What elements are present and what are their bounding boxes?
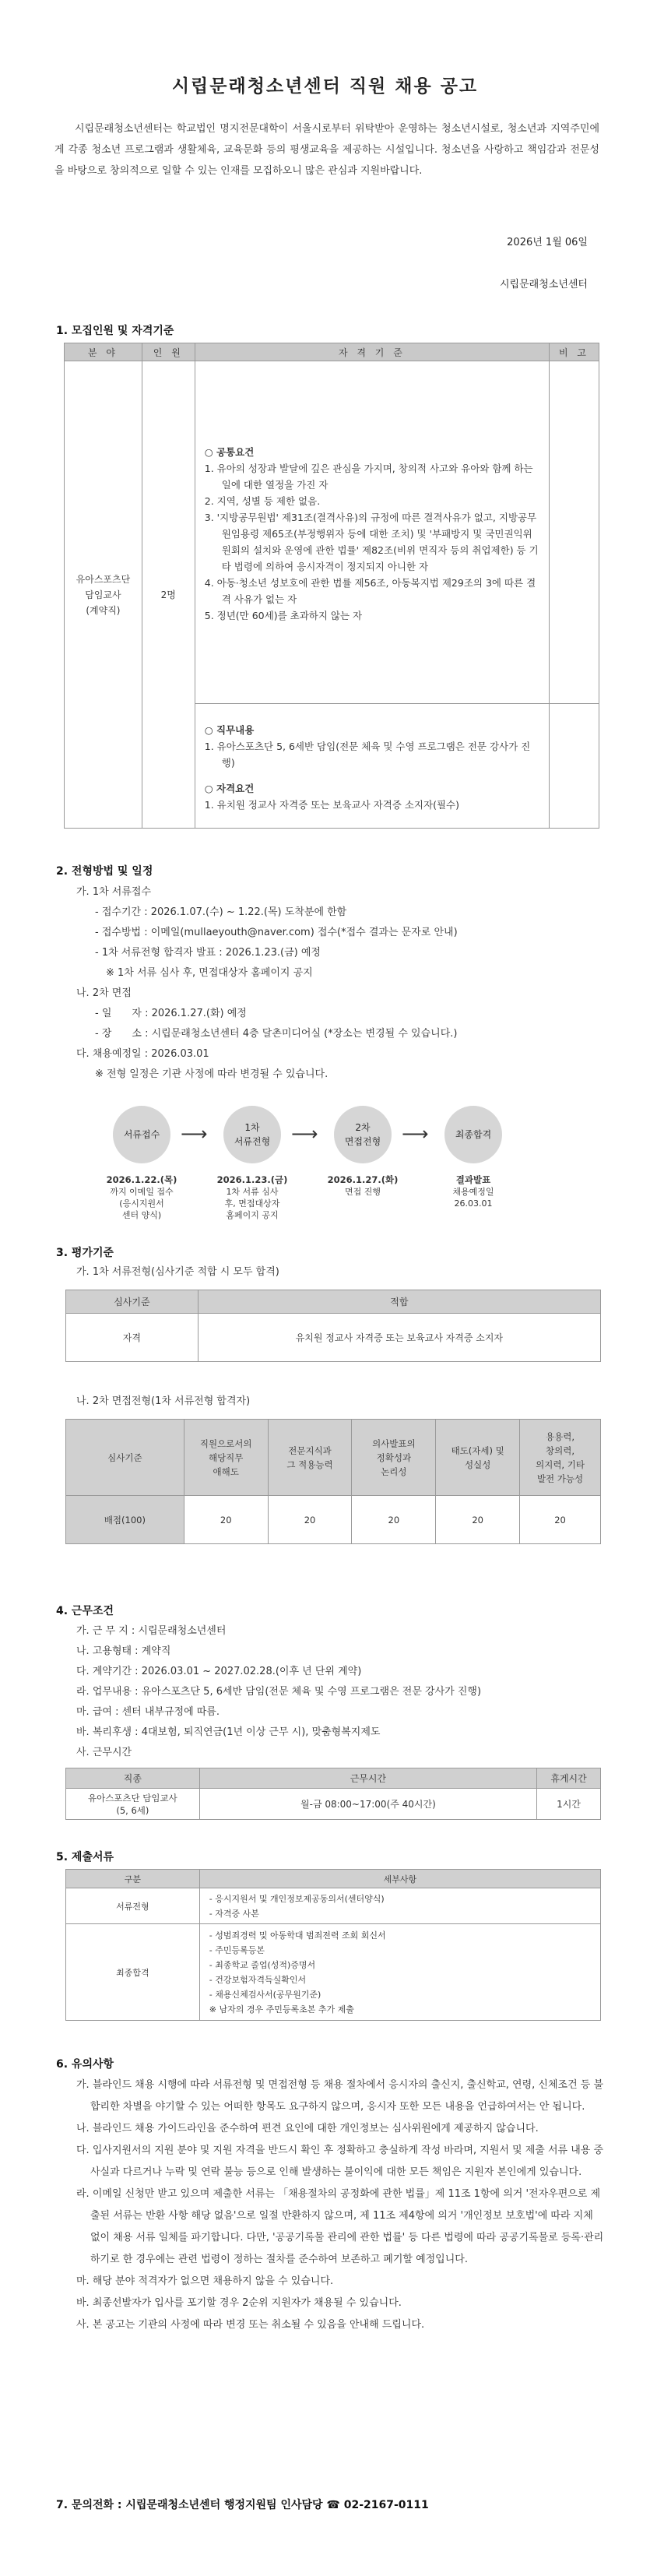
col-field: 분 야	[65, 343, 142, 361]
step-a: 가. 1차 서류접수	[76, 886, 152, 898]
duty-requirements: ○ 직무내용 1. 유아스포츠단 5, 6세반 담임(전문 체육 및 수영 프로그램은 전문 강사가 진행) ○ 자격요건 1. 유치원 정교사 자격증 또는 보육교사 자격증 소지자(필수)	[195, 704, 549, 829]
step-b2: - 장 소 : 시립문래청소년센터 4층 달촌미디어실 (*장소는 변경될 수 있습니다.)	[95, 1028, 458, 1040]
eval-table-1: 심사기준 적합 자격 유치원 정교사 자격증 또는 보육교사 자격증 소지자	[65, 1290, 601, 1362]
flow-step-1: 서류접수	[113, 1106, 170, 1163]
work-hours-table: 직종 근무시간 휴게시간 유아스포츠단 담임교사 (5, 6세) 월-금 08:00~17:00(주 40시간) 1시간	[65, 1768, 601, 1820]
flow-arrow-icon: ⟶	[291, 1123, 318, 1145]
eval-a: 가. 1차 서류전형(심사기준 적합 시 모두 합격)	[76, 1266, 279, 1278]
page-title: 시립문래청소년센터 직원 채용 공고	[171, 76, 479, 97]
intro-paragraph: 시립문래청소년센터는 학교법인 명지전문대학이 서울시로부터 위탁받아 운영하는 청소년시설로, 청소년과 지역주민에게 각종 청소년 프로그램과 생활체육, 교육문화 등의 평생교육을 제공하는 시설입니다. 청소년을 사랑하고 책임감과 전문성을 바탕으로 창의적으로 일할 수 있는 인재를 모집하오니 많은 관심과 지원바랍니다.	[54, 123, 599, 177]
col-remarks: 비 고	[550, 343, 599, 361]
step-a3: - 1차 서류전형 합격자 발표 : 2026.1.23.(금) 예정	[95, 947, 321, 959]
notice-date: 2026년 1월 06일	[507, 237, 588, 248]
flow-arrow-icon: ⟶	[181, 1123, 208, 1145]
documents-table: 구분 세부사항 서류전형 - 응시지원서 및 개인정보제공동의서(센터양식) - 자격증 사본 최종합격 - 성범죄경력 및 아동학대 범죄전력 조회 회신서 - 주민등록등본 - 최종학교 졸업(성적)증명서 - 건강보험자격득실확인서 - 채용신체검사서(공무원기준) ※ 남자의 경우 주민등록초본 추가 제출	[65, 1869, 601, 2021]
section-5-heading: 5. 제출서류	[56, 1851, 114, 1863]
eval-b: 나. 2차 면접전형(1차 서류전형 합격자)	[76, 1395, 251, 1407]
flow-step-2: 1차 서류전형	[223, 1106, 281, 1163]
step-b1: - 일 자 : 2026.1.27.(화) 예정	[95, 1008, 247, 1019]
step-a4: ※ 1차 서류 심사 후, 면접대상자 홈페이지 공지	[106, 967, 313, 979]
step-a2: - 접수방법 : 이메일(mullaeyouth@naver.com) 접수(*접수 결과는 문자로 안내)	[95, 927, 458, 938]
count-cell: 2명	[142, 361, 195, 829]
notice-org: 시립문래청소년센터	[499, 279, 588, 290]
flow-step-3: 2차 면접전형	[334, 1106, 392, 1163]
step-c: 다. 채용예정일 : 2026.03.01	[76, 1048, 209, 1060]
section-4-heading: 4. 근무조건	[56, 1605, 114, 1617]
flow-arrow-icon: ⟶	[402, 1123, 429, 1145]
contact-line: 7. 문의전화 : 시립문래청소년센터 행정지원팀 인사담당 ☎ 02-2167-0111	[56, 2499, 429, 2511]
flow-label-1: 2026.1.22.(목) 까지 이메일 접수 (응시지원서 센터 양식)	[106, 1174, 177, 1220]
section-3-heading: 3. 평가기준	[56, 1247, 114, 1259]
step-a1: - 접수기간 : 2026.1.07.(수) ~ 1.22.(목) 도착분에 한함	[95, 906, 347, 918]
step-c1: ※ 전형 일정은 기관 사정에 따라 변경될 수 있습니다.	[95, 1068, 329, 1080]
col-criteria: 자 격 기 준	[195, 343, 549, 361]
common-requirements: ○ 공통요건 1. 유아의 성장과 발달에 깊은 관심을 가지며, 창의적 사고와 유아와 함께 하는 일에 대한 열정을 가진 자 2. 지역, 성별 등 제한 없음. 3. '지방공무원법' 제31조(결격사유)의 규정에 따른 결격사유가 없고, 지방공무원임용령 제65조(부정행위자 등에 대한 조치) 및 '부패방지 및 국민권익위원회의 설치와 운영에 관한 법률' 제82조(비위 면직자 등의 취업제한) 등 기타 법령에 의하여 응시자격이 정지되지 아니한 자 4. 아동·청소년 성보호에 관한 법률 제56조, 아동복지법 제29조의 3에 따른 결격 사유가 없는 자 5. 정년(만 60세)를 초과하지 않는 자	[195, 361, 549, 704]
remarks-cell-2	[550, 704, 599, 829]
section-1-heading: 1. 모집인원 및 자격기준	[56, 325, 174, 337]
flow-label-4: 결과발표 채용예정일 26.03.01	[452, 1174, 494, 1209]
flow-label-2: 2026.1.23.(금) 1차 서류 심사 후, 면접대상자 홈페이지 공지	[216, 1174, 288, 1220]
section-2-heading: 2. 전형방법 및 일정	[56, 865, 153, 878]
notes-list: 가. 블라인드 채용 시행에 따라 서류전형 및 면접전형 등 채용 절차에서 응시자의 출신지, 출신학교, 연령, 신체조건 등 불합리한 차별을 야기할 수 있는 어떠한 항목도 요구하지 않으며, 응시자 또한 모든 내용을 언급하여서는 안 됩니다. 나. 블라인드 채용 가이드라인을 준수하여 편견 요인에 대한 개인정보는 심사위원에게 제공하지 않습니다. 다. 입사지원서의 지원 분야 및 지원 자격을 반드시 확인 후 정확하고 충실하게 작성 바라며, 지원서 및 제출 서류 내용 중 사실과 다르거나 누락 및 연락 불능 등으로 인해 발생하는 불이익에 대한 모든 책임은 지원자 본인에게 있습니다. 라. 이메일 신청만 받고 있으며 제출한 서류는 「채용절차의 공정화에 관한 법률」제 11조 1항에 의거 '전자우편으로 제출된 서류는 반환 사항 해당 없음'으로 일절 반환하지 않으며, 제 11조 제4항에 의거 '개인정보 보호법'에 따라 지체 없이 채용 서류 일체를 파기합니다. 다만, '공공기록물 관리에 관한 법률' 등 다른 법령에 따라 공공기록물로 등록·관리하기로 한 경우에는 관련 법령이 정하는 절차를 준수하여 보존하고 폐기할 예정입니다. 마. 해당 분야 적격자가 없으면 채용하지 않을 수 있습니다. 바. 최종선발자가 입사를 포기할 경우 2순위 지원자가 채용될 수 있습니다. 사. 본 공고는 기관의 사정에 따라 변경 또는 취소될 수 있음을 안내해 드립니다.	[76, 2079, 604, 2331]
work-conditions: 가. 근 무 지 : 시립문래청소년센터 나. 고용형태 : 계약직 다. 계약기간 : 2026.03.01 ~ 2027.02.28.(이후 년 단위 계약) 라. 업무내용 : 유아스포츠단 5, 6세반 담임(전문 체육 및 수영 프로그램은 전문 강사가 진행) 마. 급여 : 센터 내부규정에 따름. 바. 복리후생 : 4대보험, 퇴직연금(1년 이상 근무 시), 맞춤형복지제도 사. 근무시간	[76, 1625, 482, 1758]
eval-table-2: 심사기준 직원으로서의 해당직무 애해도 전문지식과 그 적용능력 의사발표의 정확성과 논리성 태도(자세) 및 성실성 용용력, 창의력, 의지력, 기타 발전 가능성 배점(100) 20 20 20 20 20	[65, 1419, 601, 1544]
col-count: 인 원	[142, 343, 195, 361]
flow-label-3: 2026.1.27.(화) 면접 진행	[327, 1174, 399, 1197]
field-cell: 유아스포츠단 담임교사 (계약직)	[65, 361, 142, 829]
section-6-heading: 6. 유의사항	[56, 2058, 114, 2071]
flow-step-4: 최종합격	[444, 1106, 502, 1163]
remarks-cell-1	[550, 361, 599, 704]
step-b: 나. 2차 면접	[76, 987, 132, 999]
qualification-table	[64, 343, 599, 829]
